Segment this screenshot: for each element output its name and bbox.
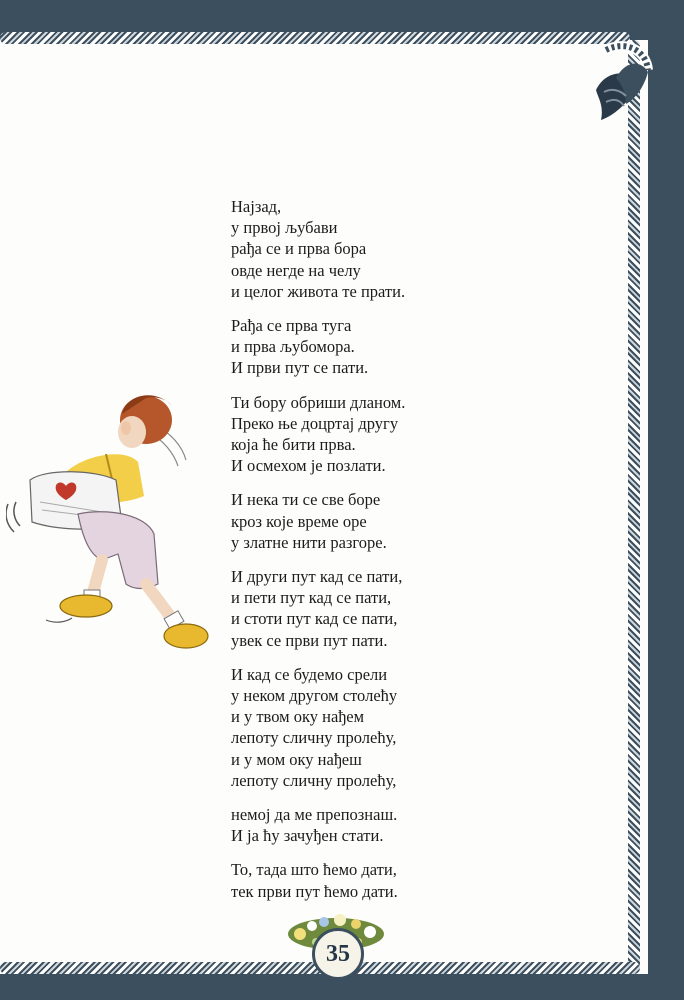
poem-line: Преко ње доцртај другу — [231, 413, 399, 433]
boy-with-heart-letter-icon — [6, 384, 212, 656]
poem-line: То, тада што ћемо дати, — [231, 860, 397, 880]
poem-line: лепоту сличну пролећу, — [231, 770, 397, 790]
page-number-badge — [312, 928, 364, 980]
poem-line: која ће бити прва. — [231, 435, 356, 455]
poem-line: у златне нити разгоре. — [231, 532, 387, 552]
page-number: 35 — [326, 940, 350, 967]
poem-line: немој да ме препознаш. — [231, 805, 398, 825]
poem-line: и целог живота те прати. — [231, 281, 406, 301]
poem-stanza — [231, 804, 531, 846]
rope-border-right — [628, 40, 640, 970]
poem-stanza — [231, 859, 531, 901]
poem-line: Најзад, — [231, 197, 282, 216]
poem-stanza — [231, 196, 531, 302]
poem-line: рађа се и прва бора — [231, 239, 367, 259]
poem-line: и у твом оку нађем — [231, 707, 365, 727]
poem — [231, 196, 531, 915]
poem-line: и прва љубомора. — [231, 337, 355, 357]
poem-line: тек први пут ћемо дати. — [231, 881, 398, 901]
poem-stanza — [231, 315, 531, 379]
poem-line: И кад се будемо срели — [231, 664, 388, 684]
poem-line: и стоти пут кад се пати, — [231, 609, 398, 629]
poem-line: и пети пут кад се пати, — [231, 588, 392, 608]
poem-line: у првој љубави — [231, 218, 338, 238]
poem-line: И ја ћу зачуђен стати. — [231, 826, 384, 846]
poem-line: у неком другом столећу — [231, 686, 398, 706]
poem-line: и у мом оку нађеш — [231, 749, 362, 769]
poem-line: увек се први пут пати. — [231, 630, 388, 650]
poem-line: Ти бору обриши дланом. — [231, 392, 406, 412]
poem-line: Рађа се прва туга — [231, 316, 352, 336]
rope-knot-icon — [586, 30, 666, 130]
poem-line: И нека ти се све боре — [231, 490, 381, 510]
poem-line: кроз које време оре — [231, 511, 367, 531]
poem-stanza — [231, 489, 531, 553]
poem-stanza — [231, 664, 531, 791]
poem-stanza — [231, 566, 531, 651]
poem-line: И први пут се пати. — [231, 358, 369, 378]
poem-line: лепоту сличну пролећу, — [231, 728, 397, 748]
poem-line: овде негде на челу — [231, 260, 361, 280]
poem-stanza — [231, 392, 531, 477]
rope-border-top — [0, 32, 630, 44]
poem-line: И други пут кад се пати, — [231, 567, 403, 587]
poem-line: И осмехом је позлати. — [231, 456, 386, 476]
